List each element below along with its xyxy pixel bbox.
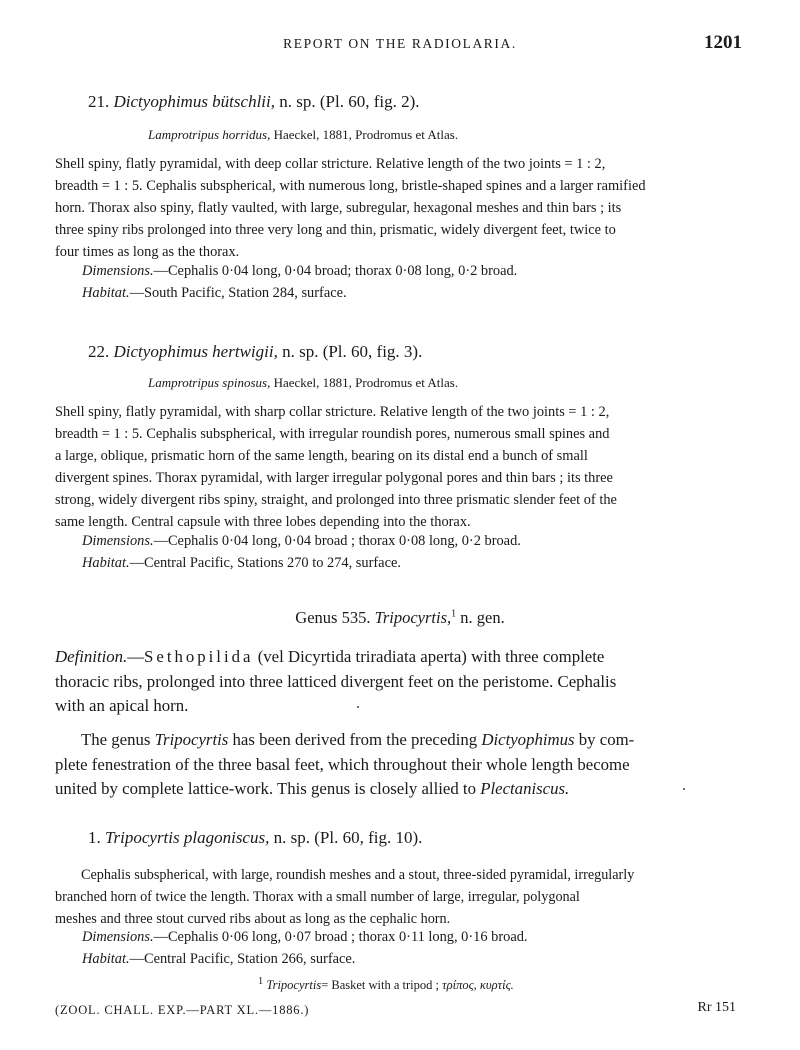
species-t1-habitat (82, 951, 355, 968)
genus-name: Tripocyrtis, (374, 608, 452, 627)
habitat-label: Habitat. (82, 555, 130, 571)
running-title: REPORT ON THE RADIOLARIA. (283, 36, 517, 51)
footnote-greek: τρίπος, κυρτίς. (442, 978, 514, 993)
genus-prefix: Genus 535. (295, 608, 371, 627)
genus-suffix: n. gen. (460, 608, 505, 627)
species-21-heading (88, 92, 419, 112)
species-22-dimensions (82, 533, 521, 550)
species-21-description (55, 153, 745, 263)
description-line: a large, oblique, prismatic horn of the same length, bearing on its distal end a bunch of small (55, 448, 588, 464)
species-suffix: n. sp. (Pl. 60, fig. 10). (273, 828, 423, 847)
description-line: Shell spiny, flatly pyramidal, with sharp collar stricture. Relative length of the two joints = 1 : 2, (55, 404, 610, 420)
synonym-ref: Haeckel, 1881, Prodromus et Atlas. (273, 127, 459, 142)
print-speck (683, 788, 685, 790)
dimensions-label: Dimensions. (82, 263, 154, 279)
footer-signature: Rr 151 (697, 1000, 736, 1015)
species-suffix: n. sp. (Pl. 60, fig. 2). (279, 92, 420, 111)
discussion-text: The genus (81, 730, 151, 749)
description-line: three spiny ribs prolonged into three very long and thin, prismatic, widely divergent feet, twice to (55, 222, 616, 238)
habitat-label: Habitat. (82, 951, 130, 967)
description-line: meshes and three stout curved ribs about as long as the cephalic horn. (55, 911, 451, 927)
genus-heading (0, 608, 800, 628)
footer-series-info: (ZOOL. CHALL. EXP.—PART XL.—1886.) (55, 1003, 310, 1017)
species-t1-heading (88, 828, 422, 848)
footnote-mark: 1 (258, 976, 264, 987)
footnote-text: = Basket with a tripod ; (321, 978, 440, 993)
species-22-habitat (82, 555, 401, 572)
dimensions-text: —Cephalis 0·04 long, 0·04 broad; thorax 0·08 long, 0·2 broad. (153, 263, 518, 279)
footnote-mark: 1 (451, 608, 457, 620)
dimensions-label: Dimensions. (82, 533, 154, 549)
species-21-synonym (148, 127, 458, 143)
dimensions-label: Dimensions. (82, 929, 154, 945)
species-21-habitat (82, 285, 347, 302)
discussion-text: united by complete lattice-work. This genus is closely allied to (55, 779, 476, 798)
discussion-text: by com- (578, 730, 635, 749)
species-name: Dictyophimus hertwigii, (113, 342, 278, 361)
species-t1-dimensions (82, 929, 528, 946)
definition-line: thoracic ribs, prolonged into three latticed divergent feet on the peristome. Cephalis (55, 671, 617, 691)
running-head (0, 34, 800, 58)
species-t1-description (55, 864, 745, 930)
species-number: 1. (88, 828, 101, 847)
habitat-text: —South Pacific, Station 284, surface. (129, 285, 347, 301)
description-line: four times as long as the thorax. (55, 244, 240, 260)
description-line: breadth = 1 : 5. Cephalis subspherical, with irregular roundish pores, numerous small spines and (55, 426, 610, 442)
species-name: Tripocyrtis plagoniscus, (105, 828, 270, 847)
habitat-text: —Central Pacific, Station 266, surface. (129, 951, 356, 967)
description-line: strong, widely divergent ribs spiny, straight, and prolonged into three prismatic slender feet of the (55, 492, 617, 508)
habitat-text: —Central Pacific, Stations 270 to 274, surface. (129, 555, 401, 571)
discussion-text: has been derived from the preceding (232, 730, 478, 749)
genus-discussion (55, 728, 745, 802)
species-22-description (55, 401, 745, 533)
species-number: 22. (88, 342, 110, 361)
definition-label: Definition. (55, 647, 128, 666)
species-21-dimensions (82, 263, 517, 280)
discussion-line (55, 777, 745, 802)
dimensions-text: —Cephalis 0·04 long, 0·04 broad ; thorax 0·08 long, 0·2 broad. (153, 533, 521, 549)
species-name: Dictyophimus bütschlii, (113, 92, 275, 111)
description-line: branched horn of twice the length. Thorax with a small number of large, irregular, polygonal (55, 889, 580, 905)
description-line: breadth = 1 : 5. Cephalis subspherical, with numerous long, bristle-shaped spines and a larger ramified (55, 178, 646, 194)
discussion-line: plete fenestration of the three basal feet, which throughout their whole length become (55, 754, 630, 774)
synonym-name: Lamprotripus horridus, (148, 127, 271, 142)
definition-spaced-term: Sethopilida (144, 647, 254, 666)
definition-line: with an apical horn. (55, 696, 189, 715)
description-line: horn. Thorax also spiny, flatly vaulted, with large, subregular, hexagonal meshes and thin bars ; its (55, 200, 622, 216)
species-number: 21. (88, 92, 110, 111)
synonym-ref: Haeckel, 1881, Prodromus et Atlas. (273, 375, 459, 390)
definition-dash: — (127, 647, 145, 666)
species-suffix: n. sp. (Pl. 60, fig. 3). (282, 342, 423, 361)
genus-definition (55, 645, 745, 719)
description-line: same length. Central capsule with three lobes depending into the thorax. (55, 514, 471, 530)
page-number: 1201 (704, 32, 742, 53)
dimensions-text: —Cephalis 0·06 long, 0·07 broad ; thorax 0·11 long, 0·16 broad. (153, 929, 528, 945)
description-line: divergent spines. Thorax pyramidal, with larger irregular polygonal pores and thin bars ; its three (55, 470, 613, 486)
discussion-line (55, 728, 745, 753)
species-22-heading (88, 342, 422, 362)
footnote-term: Tripocyrtis (266, 978, 322, 993)
synonym-name: Lamprotripus spinosus, (148, 375, 271, 390)
print-speck (357, 706, 359, 708)
description-line: Shell spiny, flatly pyramidal, with deep collar stricture. Relative length of the two joints = 1 : 2, (55, 156, 606, 172)
discussion-genus-term: Dictyophimus (481, 730, 575, 749)
description-line: Cephalis subspherical, with large, roundish meshes and a stout, three-sided pyramidal, irregularly (81, 867, 635, 883)
habitat-label: Habitat. (82, 285, 130, 301)
definition-line (55, 645, 745, 670)
footnote (258, 976, 514, 993)
species-22-synonym (148, 375, 458, 391)
discussion-genus-term: Plectaniscus. (480, 779, 570, 798)
definition-line1-rest: (vel Dicyrtida triradiata aperta) with three complete (257, 647, 605, 666)
discussion-genus-term: Tripocyrtis (154, 730, 229, 749)
